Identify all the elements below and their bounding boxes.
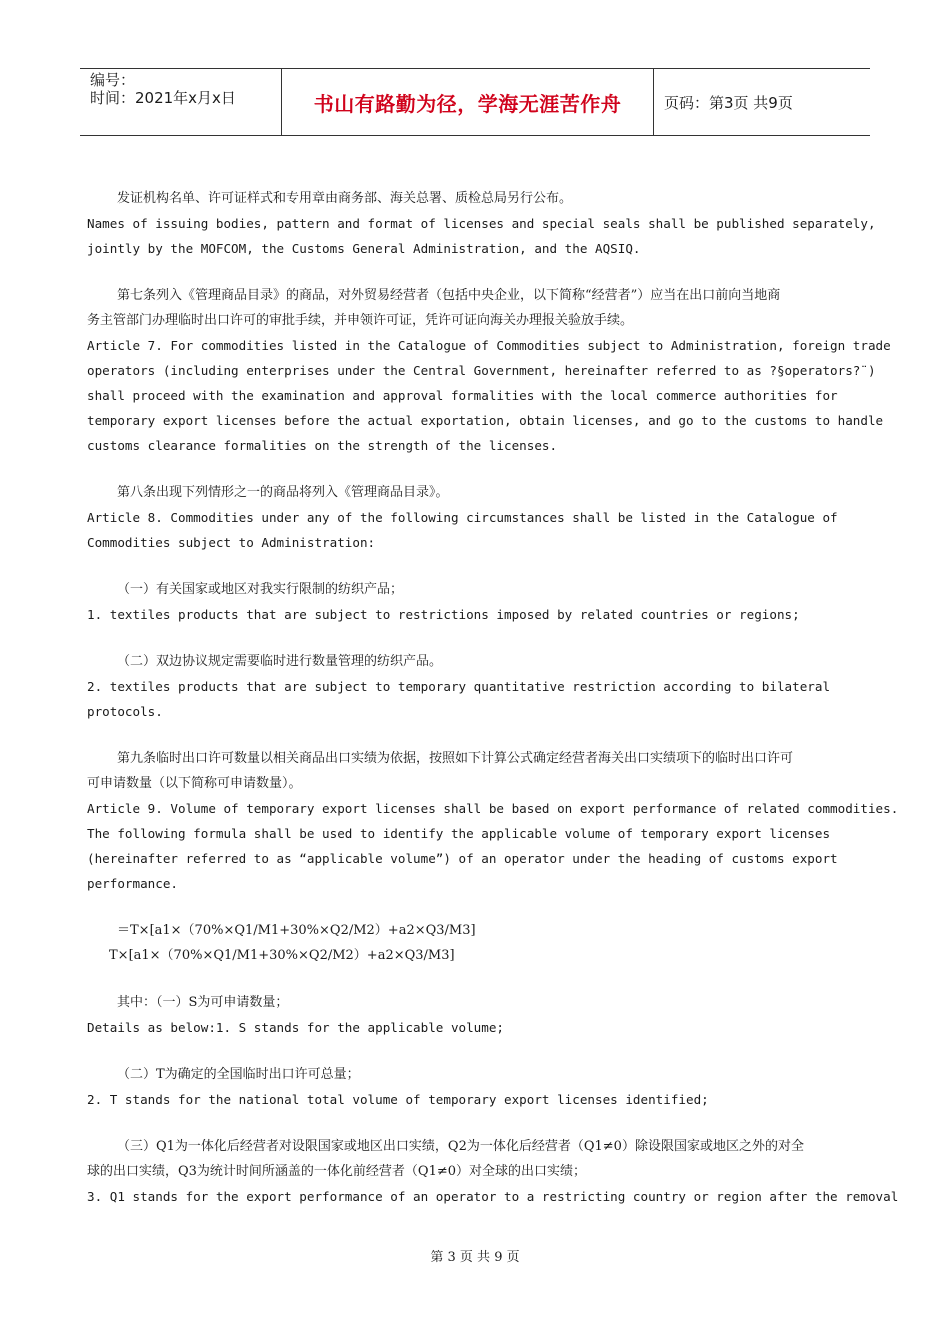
header-page-cell [654,69,870,135]
serial-number-label: 编号： [90,71,136,89]
english-text-line: Article 8. Commodities under any of the following circumstances shall be listed in the Catalogue of [87,510,838,525]
paragraph [87,649,867,724]
english-text-line: 1. textiles products that are subject to restrictions imposed by related countries or regions; [87,607,800,622]
english-text-line: Article 9. Volume of temporary export licenses shall be based on export performance of related commodities. [87,801,899,816]
paragraph-spacer [87,627,867,649]
page-footer: 第 3 页 共 9 页 [430,1250,520,1265]
english-text-line: (hereinafter referred to as “applicable volume”) of an operator under the heading of customs export [87,851,838,866]
paragraph-spacer [87,724,867,746]
english-text-line: jointly by the MOFCOM, the Customs General Administration, and the AQSIQ. [87,241,641,256]
chinese-text-line: 务主管部门办理临时出口许可的审批手续，并申领许可证，凭许可证向海关办理报关验放手续。 [87,313,634,328]
chinese-text-line: 第八条出现下列情形之一的商品将列入《管理商品目录》。 [117,485,449,500]
english-text-line: protocols. [87,704,163,719]
english-text-line: 3. Q1 stands for the export performance of an operator to a restricting country or region after the removal [87,1189,899,1204]
header-meta [80,69,282,135]
chinese-text-line: 发证机构名单、许可证样式和专用章由商务部、海关总署、质检总局另行公布。 [117,191,573,206]
paragraph [87,990,867,1040]
paragraph [87,1134,899,1209]
paragraph [87,480,867,555]
english-text-line: Article 7. For commodities listed in the Catalogue of Commodities subject to Administration, foreign trade [87,338,891,353]
paragraph [87,186,876,261]
document-body [87,186,899,1209]
chinese-text-line: ＝T×[a1×（70%×Q1/M1+30%×Q2/M2）+a2×Q3/M3] [117,923,476,938]
english-text-line: performance. [87,876,178,891]
english-text-line: 2. textiles products that are subject to temporary quantitative restriction according to bilateral [87,679,831,694]
paragraph [87,918,867,968]
english-text-line: The following formula shall be used to identify the applicable volume of temporary export licenses [87,826,831,841]
paragraph [87,1062,867,1112]
chinese-text-line: 可申请数量（以下简称可申请数量）。 [87,776,302,791]
page-indicator: 页码：第3页 共9页 [664,93,793,112]
header-motto: 书山有路勤为径，学海无涯苦作舟 [313,91,622,116]
paragraph-spacer [87,1040,867,1062]
paragraph-spacer [87,1112,867,1134]
chinese-text-line: 第九条临时出口许可数量以相关商品出口实绩为依据，按照如下计算公式确定经营者海关出口实绩项下的临时出口许可 [117,751,794,766]
chinese-text-line: （二）双边协议规定需要临时进行数量管理的纺织产品。 [117,654,443,669]
english-text-line: temporary export licenses before the actual exportation, obtain licenses, and go to the customs to handle [87,413,884,428]
paragraph-spacer [87,458,867,480]
english-text-line: Details as below:1. S stands for the applicable volume; [87,1020,505,1035]
paragraph [87,283,891,458]
english-text-line: shall proceed with the examination and approval formalities with the local commerce authorities for [87,388,838,403]
english-text-line: operators (including enterprises under the Central Government, hereinafter referred to as ?§operators?¨) [87,363,876,378]
paragraph [87,746,899,896]
chinese-text-line: （三）Q1为一体化后经营者对设限国家或地区出口实绩，Q2为一体化后经营者（Q1≠0）除设限国家或地区之外的对全 [117,1139,804,1154]
chinese-text-line: 其中：（一）S为可申请数量； [117,995,289,1010]
paragraph-spacer [87,896,867,918]
chinese-text-line: 球的出口实绩，Q3为统计时间所涵盖的一体化前经营者（Q1≠0）对全球的出口实绩； [87,1164,587,1179]
chinese-text-line: T×[a1×（70%×Q1/M1+30%×Q2/M2）+a2×Q3/M3] [109,948,455,963]
paragraph-spacer [87,261,867,283]
english-text-line: Names of issuing bodies, pattern and format of licenses and special seals shall be published separately, [87,216,876,231]
paragraph-spacer [87,555,867,577]
chinese-text-line: （二）T为确定的全国临时出口许可总量； [117,1067,360,1082]
header-motto-cell [282,69,654,135]
paragraph-spacer [87,968,867,990]
page-header [80,68,870,136]
english-text-line: customs clearance formalities on the strength of the licenses. [87,438,558,453]
date-label: 时间：2021年x月x日 [90,89,236,107]
chinese-text-line: （一）有关国家或地区对我实行限制的纺织产品； [117,582,404,597]
paragraph [87,577,867,627]
english-text-line: Commodities subject to Administration: [87,535,376,550]
chinese-text-line: 第七条列入《管理商品目录》的商品，对外贸易经营者（包括中央企业，以下简称“经营者”）应当在出口前向当地商 [117,288,781,303]
english-text-line: 2. T stands for the national total volume of temporary export licenses identified; [87,1092,709,1107]
